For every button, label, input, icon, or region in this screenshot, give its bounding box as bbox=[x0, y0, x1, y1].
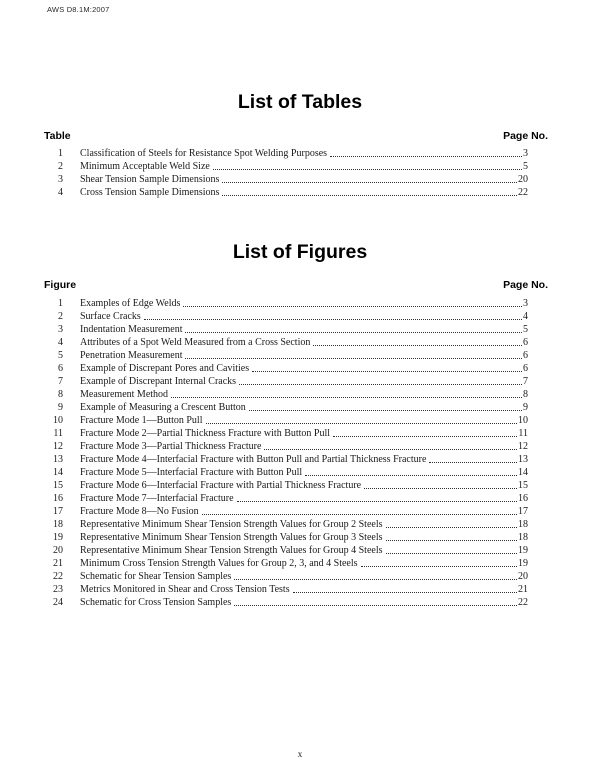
dot-leader bbox=[293, 592, 517, 593]
entry-number: 11 bbox=[53, 428, 63, 439]
figures-list bbox=[40, 297, 528, 609]
entry-title: Minimum Cross Tension Strength Values for Group 2, 3, and 4 Steels bbox=[80, 558, 358, 569]
entry-number: 2 bbox=[58, 311, 63, 322]
entry-number: 20 bbox=[53, 545, 63, 556]
toc-entry-row bbox=[40, 375, 528, 388]
dot-leader bbox=[305, 475, 517, 476]
entry-page-number: 5 bbox=[523, 324, 528, 335]
entry-page-number: 5 bbox=[523, 161, 528, 172]
entry-page-number: 13 bbox=[518, 454, 528, 465]
entry-page-number: 11 bbox=[518, 428, 528, 439]
toc-entry-row bbox=[40, 505, 528, 518]
toc-entry-row bbox=[40, 147, 528, 160]
entry-number: 3 bbox=[58, 174, 63, 185]
entry-number: 16 bbox=[53, 493, 63, 504]
toc-entry-row bbox=[40, 310, 528, 323]
entry-title: Fracture Mode 4—Interfacial Fracture with Button Pull and Partial Thickness Fracture bbox=[80, 454, 427, 465]
entry-number: 1 bbox=[58, 298, 63, 309]
entry-page-number: 18 bbox=[518, 532, 528, 543]
toc-entry-row bbox=[40, 388, 528, 401]
toc-entry-row bbox=[40, 186, 528, 199]
dot-leader bbox=[183, 306, 522, 307]
figures-col-left-label: Figure bbox=[44, 279, 77, 291]
entry-title: Shear Tension Sample Dimensions bbox=[80, 174, 220, 185]
dot-leader bbox=[206, 423, 518, 424]
entry-title: Representative Minimum Shear Tension Strength Values for Group 3 Steels bbox=[80, 532, 383, 543]
entry-number: 24 bbox=[53, 597, 63, 608]
entry-title: Schematic for Cross Tension Samples bbox=[80, 597, 232, 608]
entry-page-number: 20 bbox=[518, 571, 528, 582]
entry-number: 19 bbox=[53, 532, 63, 543]
entry-page-number: 19 bbox=[518, 558, 528, 569]
dot-leader bbox=[429, 462, 517, 463]
entry-page-number: 10 bbox=[518, 415, 528, 426]
entry-page-number: 15 bbox=[518, 480, 528, 491]
dot-leader bbox=[386, 553, 518, 554]
entry-number: 2 bbox=[58, 161, 63, 172]
entry-page-number: 3 bbox=[523, 298, 528, 309]
page-number: x bbox=[297, 749, 303, 759]
toc-entry-row bbox=[40, 323, 528, 336]
entry-title: Fracture Mode 2—Partial Thickness Fracture with Button Pull bbox=[80, 428, 331, 439]
entry-page-number: 19 bbox=[518, 545, 528, 556]
toc-entry-row bbox=[40, 362, 528, 375]
entry-page-number: 14 bbox=[518, 467, 528, 478]
entry-title: Fracture Mode 8—No Fusion bbox=[80, 506, 199, 517]
dot-leader bbox=[264, 449, 517, 450]
entry-title: Fracture Mode 3—Partial Thickness Fracture bbox=[80, 441, 262, 452]
dot-leader bbox=[222, 182, 517, 183]
toc-entry-row bbox=[40, 544, 528, 557]
dot-leader bbox=[249, 410, 522, 411]
entry-number: 15 bbox=[53, 480, 63, 491]
entry-number: 13 bbox=[53, 454, 63, 465]
entry-title: Example of Measuring a Crescent Button bbox=[80, 402, 246, 413]
entry-page-number: 18 bbox=[518, 519, 528, 530]
dot-leader bbox=[202, 514, 517, 515]
entry-title: Fracture Mode 5—Interfacial Fracture with Button Pull bbox=[80, 467, 303, 478]
dot-leader bbox=[222, 195, 517, 196]
entry-number: 21 bbox=[53, 558, 63, 569]
toc-entry-row bbox=[40, 349, 528, 362]
entry-title: Cross Tension Sample Dimensions bbox=[80, 187, 220, 198]
entry-number: 5 bbox=[58, 350, 63, 361]
tables-section-title: List of Tables bbox=[237, 91, 363, 113]
entry-title: Classification of Steels for Resistance Spot Welding Purposes bbox=[80, 148, 328, 159]
entry-page-number: 9 bbox=[523, 402, 528, 413]
entry-page-number: 8 bbox=[523, 389, 528, 400]
entry-page-number: 6 bbox=[523, 337, 528, 348]
toc-entry-row bbox=[40, 557, 528, 570]
entry-page-number: 22 bbox=[518, 187, 528, 198]
toc-entry-row bbox=[40, 570, 528, 583]
dot-leader bbox=[364, 488, 517, 489]
entry-number: 4 bbox=[58, 337, 63, 348]
tables-col-right-label: Page No. bbox=[503, 130, 548, 142]
entry-page-number: 21 bbox=[518, 584, 528, 595]
document-code: AWS D8.1M:2007 bbox=[47, 5, 110, 14]
entry-number: 22 bbox=[53, 571, 63, 582]
entry-number: 17 bbox=[53, 506, 63, 517]
entry-number: 7 bbox=[58, 376, 63, 387]
entry-title: Representative Minimum Shear Tension Strength Values for Group 4 Steels bbox=[80, 545, 383, 556]
entry-number: 23 bbox=[53, 584, 63, 595]
dot-leader bbox=[213, 169, 522, 170]
entry-number: 14 bbox=[53, 467, 63, 478]
entry-title: Indentation Measurement bbox=[80, 324, 183, 335]
entry-title: Fracture Mode 6—Interfacial Fracture with Partial Thickness Fracture bbox=[80, 480, 362, 491]
entry-page-number: 17 bbox=[518, 506, 528, 517]
toc-entry-row bbox=[40, 401, 528, 414]
dot-leader bbox=[171, 397, 522, 398]
entry-number: 6 bbox=[58, 363, 63, 374]
entry-title: Fracture Mode 1—Button Pull bbox=[80, 415, 203, 426]
entry-title: Example of Discrepant Pores and Cavities bbox=[80, 363, 250, 374]
entry-page-number: 3 bbox=[523, 148, 528, 159]
entry-title: Surface Cracks bbox=[80, 311, 141, 322]
toc-entry-row bbox=[40, 440, 528, 453]
dot-leader bbox=[386, 527, 518, 528]
entry-number: 3 bbox=[58, 324, 63, 335]
entry-title: Measurement Method bbox=[80, 389, 169, 400]
tables-list bbox=[40, 147, 528, 199]
entry-page-number: 16 bbox=[518, 493, 528, 504]
entry-page-number: 22 bbox=[518, 597, 528, 608]
entry-number: 1 bbox=[58, 148, 63, 159]
entry-title: Schematic for Shear Tension Samples bbox=[80, 571, 232, 582]
entry-number: 12 bbox=[53, 441, 63, 452]
dot-leader bbox=[185, 332, 522, 333]
entry-title: Attributes of a Spot Weld Measured from a Cross Section bbox=[80, 337, 311, 348]
toc-entry-row bbox=[40, 414, 528, 427]
figures-col-right-label: Page No. bbox=[503, 279, 548, 291]
entry-page-number: 12 bbox=[518, 441, 528, 452]
entry-page-number: 6 bbox=[523, 350, 528, 361]
tables-col-left-label: Table bbox=[44, 130, 71, 142]
figures-section-title: List of Figures bbox=[232, 241, 368, 263]
entry-page-number: 7 bbox=[523, 376, 528, 387]
toc-entry-row bbox=[40, 173, 528, 186]
dot-leader bbox=[237, 501, 517, 502]
toc-entry-row bbox=[40, 479, 528, 492]
dot-leader bbox=[239, 384, 522, 385]
dot-leader bbox=[386, 540, 518, 541]
toc-entry-row bbox=[40, 297, 528, 310]
toc-entry-row bbox=[40, 492, 528, 505]
dot-leader bbox=[144, 319, 522, 320]
entry-title: Representative Minimum Shear Tension Strength Values for Group 2 Steels bbox=[80, 519, 383, 530]
entry-title: Metrics Monitored in Shear and Cross Tension Tests bbox=[80, 584, 290, 595]
toc-entry-row bbox=[40, 596, 528, 609]
entry-number: 8 bbox=[58, 389, 63, 400]
entry-title: Penetration Measurement bbox=[80, 350, 183, 361]
toc-entry-row bbox=[40, 466, 528, 479]
entry-page-number: 20 bbox=[518, 174, 528, 185]
entry-number: 18 bbox=[53, 519, 63, 530]
toc-entry-row bbox=[40, 518, 528, 531]
entry-page-number: 6 bbox=[523, 363, 528, 374]
entry-title: Example of Discrepant Internal Cracks bbox=[80, 376, 237, 387]
toc-entry-row bbox=[40, 336, 528, 349]
dot-leader bbox=[333, 436, 517, 437]
dot-leader bbox=[330, 156, 522, 157]
toc-entry-row bbox=[40, 531, 528, 544]
entry-title: Fracture Mode 7—Interfacial Fracture bbox=[80, 493, 234, 504]
entry-number: 10 bbox=[53, 415, 63, 426]
dot-leader bbox=[361, 566, 517, 567]
toc-entry-row bbox=[40, 160, 528, 173]
dot-leader bbox=[234, 605, 517, 606]
dot-leader bbox=[185, 358, 522, 359]
entry-title: Examples of Edge Welds bbox=[80, 298, 181, 309]
entry-title: Minimum Acceptable Weld Size bbox=[80, 161, 210, 172]
dot-leader bbox=[252, 371, 522, 372]
dot-leader bbox=[313, 345, 522, 346]
dot-leader bbox=[234, 579, 517, 580]
entry-page-number: 4 bbox=[523, 311, 528, 322]
toc-entry-row bbox=[40, 427, 528, 440]
figures-column-header bbox=[44, 279, 548, 291]
toc-entry-row bbox=[40, 453, 528, 466]
tables-column-header bbox=[44, 130, 548, 142]
toc-entry-row bbox=[40, 583, 528, 596]
entry-number: 9 bbox=[58, 402, 63, 413]
entry-number: 4 bbox=[58, 187, 63, 198]
